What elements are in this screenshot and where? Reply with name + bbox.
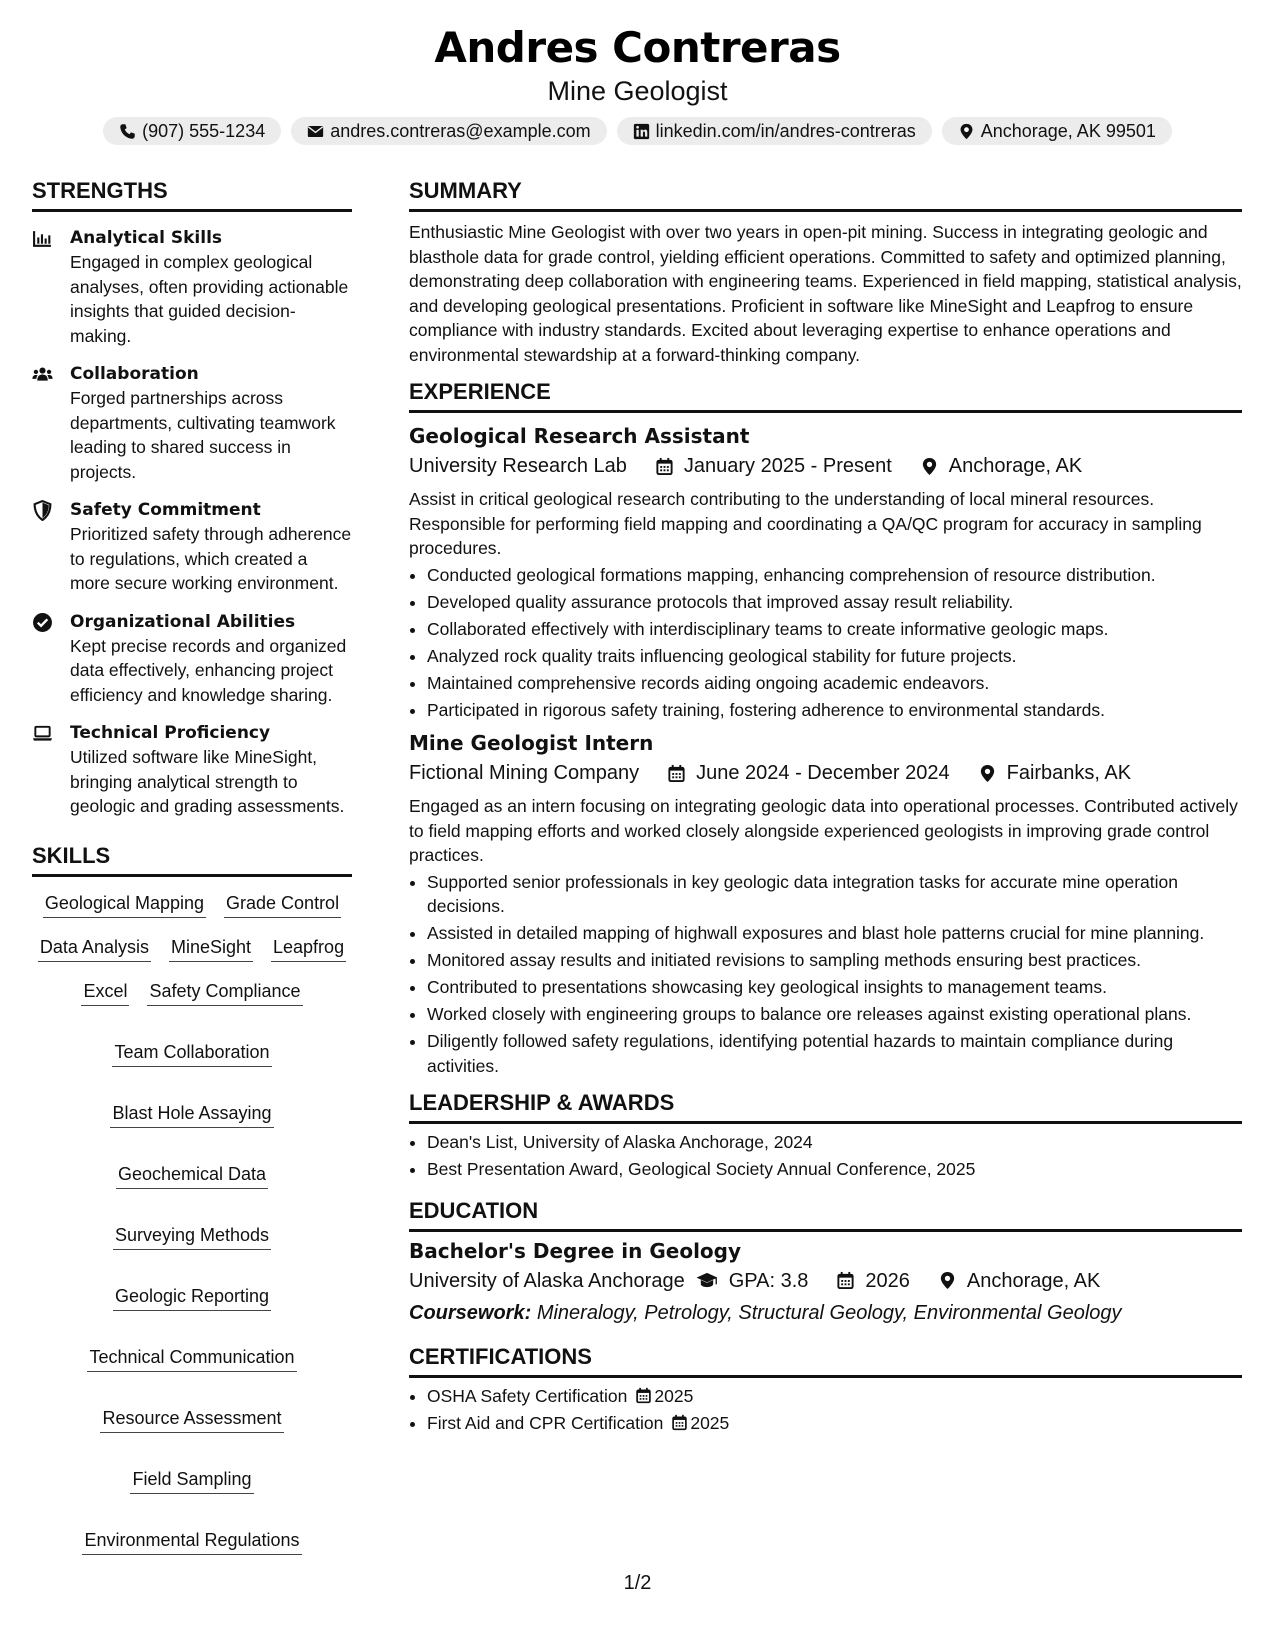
gpa: GPA: 3.8	[728, 1269, 809, 1292]
job-company: University Research Lab	[409, 455, 627, 477]
strength-description: Prioritized safety through adherence to regulations, which created a more secure working environment.	[70, 524, 352, 593]
job-company: Fictional Mining Company	[409, 762, 640, 784]
job-dates: January 2025 - Present	[683, 455, 892, 477]
skill-tag: Surveying Methods	[113, 1223, 271, 1250]
skill-tag: Leapfrog	[271, 935, 346, 962]
strength-item	[32, 498, 352, 596]
certifications-heading: CERTIFICATIONS	[409, 1342, 1242, 1378]
job-entry	[409, 730, 1242, 1078]
job-location: Fairbanks, AK	[1006, 762, 1132, 784]
strength-description: Utilized software like MineSight, bringing analytical strength to geologic and grading assessments.	[70, 747, 345, 816]
experience-heading: EXPERIENCE	[409, 377, 1242, 413]
certification-item	[427, 1384, 1242, 1409]
job-bullet: • Analyzed rock quality traits influencing geological stability for future projects.	[427, 644, 1242, 669]
job-title: Mine Geologist Intern	[409, 731, 654, 755]
education-meta	[409, 1266, 1242, 1296]
laptop-icon	[32, 723, 53, 744]
candidate-title: Mine Geologist	[547, 76, 728, 106]
contact-email-text: andres.contreras@example.com	[330, 120, 591, 141]
job-bullet: • Worked closely with engineering groups to balance ore releases against existing operational plans.	[427, 1002, 1242, 1027]
job-bullet: • Assisted in detailed mapping of highwall exposures and blast hole patterns crucial for mine planning.	[427, 921, 1242, 946]
leadership-list	[409, 1130, 1242, 1182]
job-bullet: • Collaborated effectively with interdisciplinary teams to create informative geologic maps.	[427, 617, 1242, 642]
resume-header	[0, 22, 1275, 145]
calendar-icon	[671, 1414, 688, 1431]
page-number: 1/2	[623, 1572, 652, 1594]
contact-linkedin-text: linkedin.com/in/andres-contreras	[655, 120, 916, 141]
location-pin-icon	[978, 764, 997, 783]
certifications-list	[409, 1384, 1242, 1436]
skill-tag: Excel	[81, 979, 129, 1006]
right-column	[409, 176, 1242, 1438]
certification-date: 2025	[690, 1412, 730, 1433]
school-location: Anchorage, AK	[966, 1269, 1101, 1292]
strength-item	[32, 226, 352, 348]
job-bullet: • Maintained comprehensive records aiding ongoing academic endeavors.	[427, 671, 1242, 696]
skills-list	[32, 891, 352, 1555]
job-meta	[409, 451, 1242, 481]
contact-phone[interactable]	[103, 117, 281, 145]
strength-item	[32, 610, 352, 708]
location-pin-icon	[938, 1271, 957, 1290]
skill-tag: Grade Control	[224, 891, 341, 918]
certification-name: OSHA Safety Certification	[427, 1385, 628, 1406]
job-dates: June 2024 - December 2024	[696, 762, 950, 784]
job-title: Geological Research Assistant	[409, 424, 750, 448]
job-entry	[409, 423, 1242, 722]
skill-tag: Safety Compliance	[147, 979, 302, 1006]
job-location: Anchorage, AK	[948, 455, 1083, 477]
strength-description: Forged partnerships across departments, cultivating teamwork leading to shared success in projects.	[70, 388, 336, 482]
contact-location	[942, 117, 1172, 145]
coursework-list: Mineralogy, Petrology, Structural Geology, Environmental Geology	[536, 1301, 1122, 1324]
summary-heading: SUMMARY	[409, 176, 1242, 212]
calendar-icon	[635, 1387, 652, 1404]
strengths-heading: STRENGTHS	[32, 176, 352, 212]
skill-tag: Team Collaboration	[112, 1040, 271, 1067]
job-bullet: • Participated in rigorous safety training, fostering adherence to environmental standards.	[427, 698, 1242, 723]
summary-text: Enthusiastic Mine Geologist with over two years in open-pit mining. Success in integrating geologic and blasthole data for grade control, yielding efficient operations. Committed to safety and optimized planning, demonstrating deep collaboration with engineering teams. Experienced in field mapping, statistical analysis, and developing geological presentations. Proficient in software like MineSight and Leapfrog to ensure compliance with industry standards. Excited about leveraging expertise to enhance operations and environmental stewardship at a forward-thinking company.	[409, 222, 1242, 365]
candidate-name: Andres Contreras	[434, 23, 841, 72]
skill-tag: Field Sampling	[130, 1467, 253, 1494]
strength-description: Kept precise records and organized data effectively, enhancing project efficiency and knowledge sharing.	[70, 635, 347, 705]
education-heading: EDUCATION	[409, 1196, 1242, 1232]
skill-tag: Geochemical Data	[116, 1162, 268, 1189]
leadership-heading: LEADERSHIP & AWARDS	[409, 1088, 1242, 1124]
contact-phone-text: (907) 555-1234	[142, 120, 266, 141]
calendar-icon	[655, 457, 674, 476]
skill-tag: Technical Communication	[87, 1345, 296, 1372]
skill-tag: Environmental Regulations	[82, 1528, 301, 1555]
strength-item	[32, 721, 352, 819]
job-description: Assist in critical geological research contributing to the understanding of local mineral resources. Responsible for performing field mapping and coordinating a QA/QC program for accuracy in sampling procedures.	[409, 489, 1202, 558]
job-description: Engaged as an intern focusing on integrating geologic data into operational processes. Contributed actively to field mapping efforts and worked closely alongside experienced geologists in improving grade control practices.	[409, 796, 1238, 865]
coursework-label: Coursework:	[409, 1301, 532, 1324]
certification-item	[427, 1411, 1242, 1436]
skill-tag: Resource Assessment	[100, 1406, 283, 1433]
job-bullet: • Monitored assay results and initiated revisions to sampling methods ensuring best practices.	[427, 948, 1242, 973]
strength-title: Analytical Skills	[70, 228, 223, 248]
skill-tag: Data Analysis	[38, 935, 151, 962]
school-name: University of Alaska Anchorage	[409, 1269, 685, 1292]
job-meta	[409, 758, 1242, 788]
graduation-year: 2026	[865, 1269, 910, 1292]
skill-tag: Geological Mapping	[43, 891, 206, 918]
bar-chart-icon	[32, 228, 53, 249]
certification-date: 2025	[654, 1385, 694, 1406]
contact-bar	[0, 117, 1275, 145]
coursework	[409, 1298, 1242, 1328]
skills-heading: SKILLS	[32, 841, 352, 877]
award-item: • Best Presentation Award, Geological Society Annual Conference, 2025	[427, 1157, 1242, 1182]
left-column	[32, 176, 352, 1555]
strength-description: Engaged in complex geological analyses, often providing actionable insights that guided decision-making.	[70, 252, 349, 346]
graduation-cap-icon	[695, 1271, 719, 1290]
calendar-icon	[667, 764, 686, 783]
strength-title: Safety Commitment	[70, 500, 261, 520]
location-pin-icon	[920, 457, 939, 476]
strength-item	[32, 362, 352, 484]
location-pin-icon	[958, 123, 975, 140]
strength-title: Organizational Abilities	[70, 611, 296, 632]
certification-name: First Aid and CPR Certification	[427, 1412, 664, 1433]
linkedin-icon	[633, 123, 650, 140]
users-icon	[32, 364, 53, 385]
strength-title: Collaboration	[70, 364, 199, 384]
contact-linkedin[interactable]	[617, 117, 932, 145]
job-bullet: • Developed quality assurance protocols that improved assay result reliability.	[427, 590, 1242, 615]
job-bullet: • Contributed to presentations showcasing key geological insights to management teams.	[427, 975, 1242, 1000]
job-bullet: • Conducted geological formations mapping, enhancing comprehension of resource distribution.	[427, 563, 1242, 588]
skill-tag: Geologic Reporting	[113, 1284, 271, 1311]
strength-title: Technical Proficiency	[70, 723, 271, 743]
contact-email[interactable]	[291, 117, 606, 145]
job-bullet: • Diligently followed safety regulations, identifying potential hazards to maintain compliance during activities.	[427, 1029, 1242, 1078]
contact-location-text: Anchorage, AK 99501	[980, 120, 1156, 141]
job-bullets	[409, 563, 1242, 723]
award-item: • Dean's List, University of Alaska Anchorage, 2024	[427, 1130, 1242, 1155]
calendar-icon	[836, 1271, 855, 1290]
skill-tag: MineSight	[169, 935, 253, 962]
check-circle-icon	[32, 612, 53, 633]
skill-tag: Blast Hole Assaying	[110, 1101, 273, 1128]
shield-icon	[32, 500, 53, 521]
job-bullets	[409, 870, 1242, 1079]
job-bullet: • Supported senior professionals in key geologic data integration tasks for accurate mine operation decisions.	[427, 870, 1242, 919]
phone-icon	[119, 123, 136, 140]
degree-title: Bachelor's Degree in Geology	[409, 1238, 742, 1263]
envelope-icon	[307, 123, 324, 140]
